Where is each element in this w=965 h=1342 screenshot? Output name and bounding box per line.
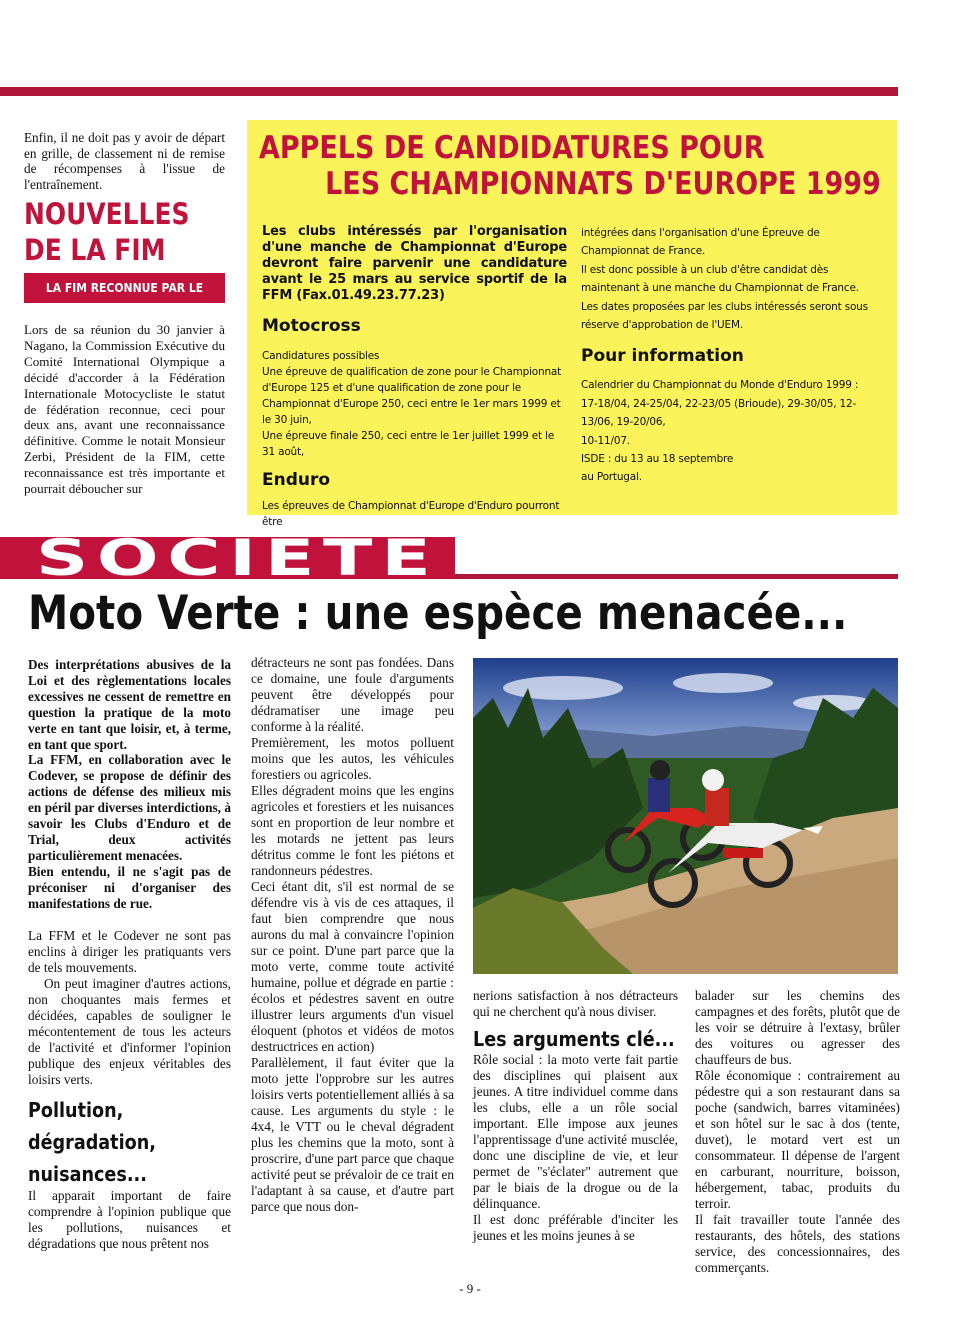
pollution-heading: Pollution, dégradation, nuisances... xyxy=(28,1097,156,1186)
appels-box xyxy=(247,120,897,528)
enduro-heading: Enduro xyxy=(262,470,331,490)
article-col-1 xyxy=(28,657,231,1252)
intro-paragraph: Enfin, il ne doit pas y avoir de départ en grille, de classement ni de remise de récompenses à l'issue de l'entraînement. xyxy=(24,130,225,192)
fim-badge: LA FIM RECONNUE PAR LE CIO ! xyxy=(24,273,225,303)
info-text: Calendrier du Championnat du Monde d'Enduro 1999 : 17-18/04, 24-25/04, 22-23/05 (Brioude), 29-30/05, 12-13/06, 19-20/06, 10-11/07. ISDE : du 13 au 18 septembre au Portugal. xyxy=(581,379,859,484)
article-lead: Des interprétations abusives de la Loi et des règlementations locales excessives ne cessent de remettre en question la pratique de la moto verte en tant que loisir, et, à terme, en tant que sport. La FFM, en collaboration avec le Codever, se propose de définir des actions de défense des milieux mis en péril par diverses interdictions, à savoir les Clubs d'Enduro et de Trial, deux activités particulièrement menacées. Bien entendu, il ne s'agit pas de préconiser ni d'organiser des manifestations de rue. xyxy=(28,657,231,911)
fim-body: Lors de sa réunion du 30 janvier à Nagano, la Commission Exécutive du Comité International Olympique a décidé d'accorder à la Fédération Internationale Motocycliste le statut de fédération reconnue, ceci pour deux ans, avant une reconnaissance définitive. Comme le notait Monsieur Zerbi, Président de la FIM, cette reconnaissance est très importante et pourrait déboucher sur xyxy=(24,322,225,497)
section-label: SOCIETE xyxy=(36,529,440,587)
arguments-heading: Les arguments clé... xyxy=(473,1027,675,1051)
section-banner xyxy=(0,529,455,587)
col1-text: La FFM et le Codever ne sont pas enclins à diriger les pratiquants vers de tels mouvements. On peut imaginer d'autres actions, non choquantes mais fermes et décidées, capables de souligner le mécontentement de tous les acteurs de l'activité et d'informer l'opinion publique des enjeux véritables des loisirs verts. xyxy=(28,927,231,1087)
info-heading: Pour information xyxy=(581,346,744,367)
motocross-text: Candidatures possibles Une épreuve de qualification de zone pour le Championnat d'Europe 125 et d'une qualification de zone pour le Championnat d'Europe 250, ceci entre le 1er mars 1999 et le 30 juin, Une épreuve finale 250, ceci entre le 1er juillet 1999 et le 31 août, xyxy=(262,350,562,458)
appels-right-text: intégrées dans l'organisation d'une Épreuve de Championnat de France. Il est donc possible à un club d'être candidat dès maintenant à une manche du Championnat de France. Les dates proposées par les clubs intéressés seront sous réserve d'approbation de l'UEM. xyxy=(581,227,868,332)
enduro-text: Les épreuves de Championnat d'Europe d'Enduro pourront être xyxy=(262,500,560,528)
appels-right-col xyxy=(581,224,885,487)
photo-illustration xyxy=(473,658,898,974)
article-col-2: détracteurs ne sont pas fondées. Dans ce domaine, une foule d'arguments peuvent être développés pour dédramatiser une image peu conforme à la réalité. Premièrement, les motos polluent moins que les autos, les véhicules forestiers ou agricoles. Elles dégradent moins que les engins agricoles et forestiers et les nuisances sont en proportion de leur nombre et les motards ne jettent pas leurs détritus comme le font les piétons et randonneurs pédestres. Ceci étant dit, s'il est normal de se défendre vis à vis de ces attaques, il faut bien comprendre que nous aurons du mal à convaincre l'opinion sur ce point. D'une part parce que la moto verte, comme toute activité humaine, pollue et dégrade en partie : écolos et pédestres savent en outre illustrer leurs arguments d'un visuel éloquent (photos et vidéos de motos destructrices en action) Parallèlement, il faut éviter que la moto jette l'opprobre sur les autres loisirs verts potentiellement alliés à sa cause. Les arguments du style : le 4x4, le VTT ou le cheval dégradent plus les chemins que la moto, sont à proscrire, d'une part parce que chaque activité peut se prévaloir de ce trait en l'adaptant à sa cause, et d'autre part parce que nous don- xyxy=(251,655,454,1214)
section-rule xyxy=(455,574,898,579)
motocross-heading: Motocross xyxy=(262,316,361,336)
page-number: - 9 - xyxy=(459,1281,481,1296)
appels-lead: Les clubs intéressés par l'organisation d'une manche de Championnat d'Europe devront faire parvenir une candidature avant le 25 mars au service sportif de la FFM (Fax.01.49.23.77.23) xyxy=(262,224,567,303)
col3-text-2: Rôle social : la moto verte fait partie des disciplines qui plaisent aux jeunes. A titre individuel comme dans les clubs, elle a un rôle social important. Elle impose aux jeunes l'apprentissage d'une activité musclée, donc une discipline de vie, et leur permet de "s'éclater" autrement que par le biais de la drogue ou de la délinquance. Il est donc préférable d'inciter les jeunes et les moins jeunes à se xyxy=(473,1052,678,1243)
appels-left-col xyxy=(262,224,567,530)
col1-text-2: Il apparait important de faire comprendre à l'opinion publique que les pollutions, nuisances et dégradations que nous prêtent nos xyxy=(28,1187,231,1251)
article-title: Moto Verte : une espèce menacée... xyxy=(28,586,848,641)
fim-heading: NOUVELLES DE LA FIM xyxy=(24,197,190,267)
top-rule xyxy=(0,87,898,96)
motocross-photo xyxy=(473,658,898,974)
article-col-3 xyxy=(473,988,678,1244)
appels-title: APPELS DE CANDIDATURES POUR LES CHAMPIONNATS D'EUROPE 1999 xyxy=(259,130,881,202)
col3-text-1: nerions satisfaction à nos détracteurs qui ne cherchent qu'à nous diviser. xyxy=(473,988,678,1019)
article-col-4: balader sur les chemins des campagnes et des forêts, plutôt que de les voir se détruire à l'extasy, brûler des voitures ou agresser des chauffeurs de bus. Rôle économique : contrairement au pédestre qui a son restaurant dans sa poche (sandwich, barres vitaminées) et son hôtel sur le sac à dos (tente, duvet), le motard vert est un consommateur. Il dépense de l'argent en carburant, nourriture, boisson, hébergement, tabac, produits du terroir. Il fait travailler toute l'année des restaurants, des hôtels, des stations service, des concessionnaires, des commerçants. xyxy=(695,988,900,1275)
